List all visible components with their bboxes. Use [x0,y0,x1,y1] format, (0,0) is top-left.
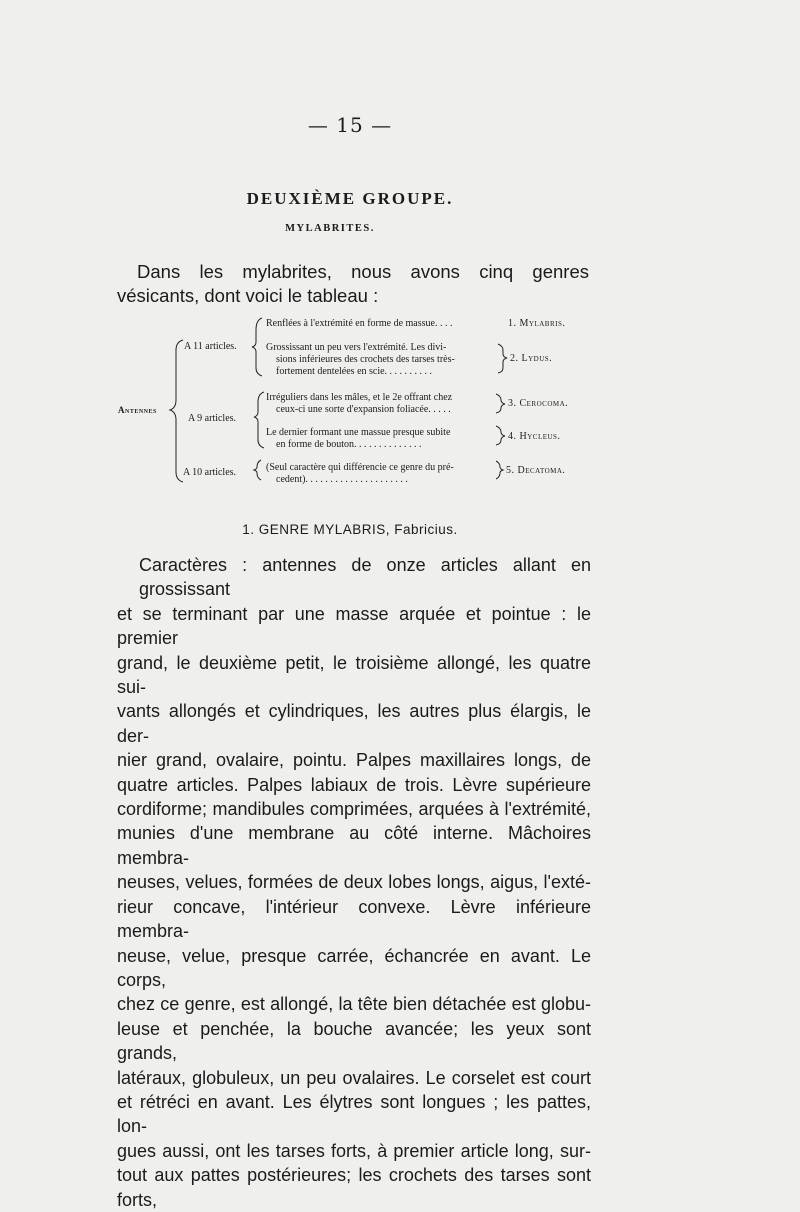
intro-paragraph: Dans les mylabrites, nous avons cinq genres vésicants, dont voici le tableau : [117,261,589,306]
desc-hycleus-1: Le dernier formant une massue presque subite [266,427,451,438]
articles-9-label: A 9 articles. [188,413,237,424]
body-line: tout aux pattes postérieures; les crochets des tarses sont forts, [117,1165,591,1210]
page-number: — 15 — [307,113,393,137]
brace-decatoma-right [496,461,503,479]
body-line: neuse, velue, presque carrée, échancrée en avant. Le corps, [117,945,591,990]
genus-mylabris: 1. Mylabris. [508,318,566,329]
body-line: Caractères : antennes de onze articles allant en grossissant [139,555,591,600]
brace-9-left [254,392,264,448]
desc-lydus-3: fortement dentelées en scie. . . . . . . . . . [276,366,433,377]
genus-cerocoma: 3. Cerocoma. [508,398,569,409]
desc-decatoma-2: cedent). . . . . . . . . . . . . . . . . . . . . [276,474,408,485]
body-paragraph [117,553,591,1212]
body-line: latéraux, globuleux, un peu ovalaires. Le corselet est court [117,1067,591,1088]
genus-decatoma: 5. Decatoma. [506,465,566,476]
body-line: gues aussi, ont les tarses forts, à premier article long, sur- [117,1140,591,1161]
genus-lydus: 2. Lydus. [510,353,553,364]
body-line: quatre articles. Palpes labiaux de trois. Lèvre supérieure [117,774,591,795]
genus-hycleus: 4. Hycleus. [508,431,561,442]
body-line: munies d'une membrane au côté interne. Mâchoires membra- [117,823,591,868]
desc-lydus-1: Grossissant un peu vers l'extrémité. Les divi- [266,342,447,353]
body-line: cordiforme; mandibules comprimées, arquées à l'extrémité, [117,799,591,820]
body-line: et se terminant par une masse arquée et pointue : le premier [117,603,591,649]
tribe-title: MYLABRITES. [285,223,375,234]
brace-10-left [254,460,261,480]
desc-cerocoma-2: ceux-ci une sorte d'expansion foliacée. . . . . [276,404,451,415]
desc-lydus-2: sions inférieures des crochets des tarses très- [276,354,455,365]
desc-cerocoma-1: Irréguliers dans les mâles, et le 2e offrant chez [266,392,453,403]
body-line: et rétréci en avant. Les élytres sont longues ; les pattes, lon- [117,1091,591,1137]
desc-hycleus-2: en forme de bouton. . . . . . . . . . . . . . [276,439,422,450]
body-line: nier grand, ovalaire, pointu. Palpes maxillaires longs, de [117,750,591,771]
section-title: 1. GENRE MYLABRIS, Fabricius. [242,522,458,537]
brace-lydus-right [498,344,507,373]
group-title: DEUXIÈME GROUPE. [246,189,454,208]
antennes-label: Antennes [118,405,157,415]
body-line: rieur concave, l'intérieur convexe. Lèvre inférieure membra- [117,896,591,942]
body-line: neuses, velues, formées de deux lobes longs, aigus, l'exté- [117,872,591,893]
body-line: leuse et penchée, la bouche avancée; les yeux sont grands, [117,1018,591,1064]
body-line: grand, le deuxième petit, le troisième allongé, les quatre sui- [117,652,591,698]
desc-decatoma-1: (Seul caractère qui différencie ce genre du pré- [266,462,454,473]
desc-mylabris: Renflées à l'extrémité en forme de massue. . . . [266,318,453,329]
body-line: chez ce genre, est allongé, la tête bien détachée est globu- [117,994,591,1015]
brace-hycleus-right [496,426,505,445]
articles-11-label: A 11 articles. [184,341,237,352]
antennes-brace [170,340,183,482]
body-line: vants allongés et cylindriques, les autres plus élargis, le der- [117,701,591,746]
brace-11-left [252,318,262,376]
brace-cerocoma-right [496,394,505,413]
articles-10-label: A 10 articles. [183,467,237,478]
